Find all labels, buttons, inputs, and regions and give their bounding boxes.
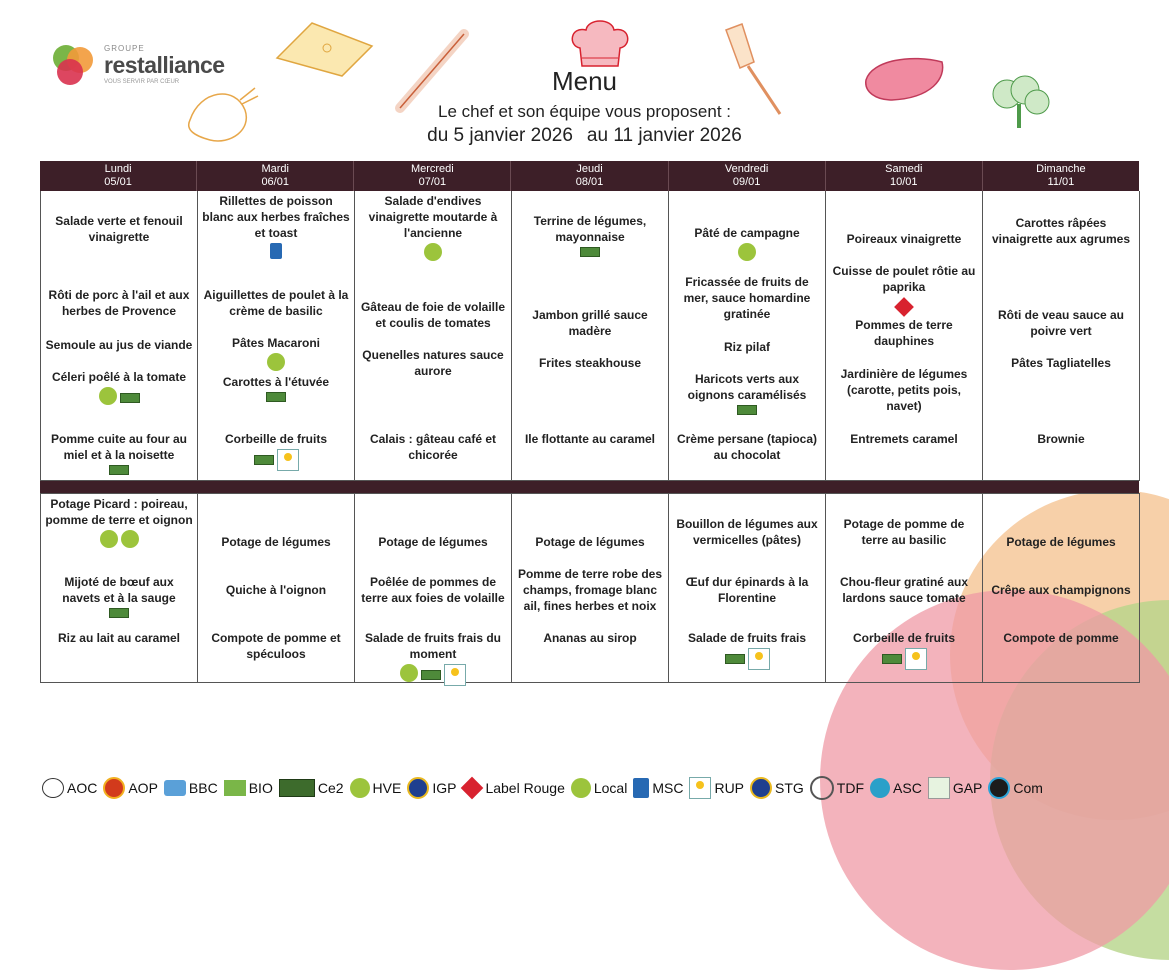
- day-header: Mardi 06/01: [197, 161, 354, 191]
- dish: Compote de pomme: [1003, 631, 1119, 645]
- dish: Pomme cuite au four au miel et à la noisette: [45, 431, 193, 475]
- dish: Aiguillettes de poulet à la crème de basilic: [203, 288, 349, 318]
- local-label-icon: [100, 530, 118, 548]
- dish: Pomme de terre robe des champs, fromage blanc ail, fines herbes et noix: [517, 567, 663, 613]
- day-header-row: [40, 161, 1139, 191]
- section-separator: [40, 481, 1139, 493]
- dish: Riz au lait au caramel: [57, 631, 181, 645]
- lunch-section: [40, 191, 1139, 481]
- dish: Crêpe aux champignons: [991, 583, 1131, 597]
- hve-label-icon: [109, 608, 129, 618]
- day-header: Jeudi 08/01: [511, 161, 668, 191]
- dish: Entremets caramel: [850, 432, 958, 446]
- legend-item: BIO: [224, 780, 273, 796]
- dish: Salade de fruits frais: [673, 630, 821, 670]
- dish: Potage de pomme de terre au basilic: [843, 517, 965, 547]
- rup-icon: [689, 777, 711, 799]
- brand-group: GROUPE: [104, 44, 145, 53]
- dish: Corbeille de fruits: [830, 630, 978, 670]
- legend-item: TDF: [810, 776, 864, 800]
- dish: Bouillon de légumes aux vermicelles (pâtes): [676, 517, 818, 547]
- hve-label-icon: [109, 465, 129, 475]
- fairtrade-icon: [988, 777, 1010, 799]
- dish: Rôti de porc à l'ail et aux herbes de Provence: [48, 288, 190, 318]
- dinner-column-dimanche: [982, 493, 1140, 683]
- dish: Œuf dur épinards à la Florentine: [685, 575, 809, 605]
- aop-icon: [103, 777, 125, 799]
- lunch-column-vendredi: [668, 191, 826, 481]
- legend-item: STG: [750, 777, 804, 799]
- dish: Rôti de veau sauce au poivre vert: [997, 308, 1125, 338]
- dish: Crème persane (tapioca) au chocolat: [676, 432, 818, 462]
- dish: Potage de légumes: [378, 535, 488, 549]
- local-label-icon: [400, 664, 418, 682]
- legend-item: ASC: [870, 778, 922, 798]
- dish: Cuisse de poulet rôtie au paprika: [830, 263, 978, 317]
- legend-item: Label Rouge: [462, 778, 564, 798]
- lunch-column-jeudi: [511, 191, 669, 481]
- dish: Jardinière de légumes (carotte, petits pois, navet): [840, 367, 968, 413]
- dish: Potage de légumes: [1006, 535, 1116, 549]
- dish: Ananas au sirop: [543, 631, 637, 645]
- aoc-icon: [42, 778, 64, 798]
- lunch-column-samedi: [825, 191, 983, 481]
- day-header: Dimanche 11/01: [1036, 163, 1086, 188]
- bbc-icon: [164, 780, 186, 796]
- dinner-section: [40, 493, 1139, 683]
- dish: Corbeille de fruits: [202, 431, 350, 471]
- local-label-icon: [121, 530, 139, 548]
- legend-item: RUP: [689, 777, 744, 799]
- local-label-icon: [424, 243, 442, 261]
- rup-label-icon: [905, 648, 927, 670]
- dish: Jambon grillé sauce madère: [532, 308, 648, 338]
- dish: Fricassée de fruits de mer, sauce homardine gratinée: [683, 275, 811, 321]
- lunch-column-mardi: [197, 191, 355, 481]
- dish: Gâteau de foie de volaille et coulis de tomates: [360, 300, 506, 330]
- lunch-column-lundi: [40, 191, 198, 481]
- legend-item: GAP: [928, 777, 983, 799]
- igp-icon: [407, 777, 429, 799]
- dish: Pâtes Tagliatelles: [1011, 356, 1111, 370]
- dish: Potage de légumes: [535, 535, 645, 549]
- dish: Pommes de terre dauphines: [855, 318, 953, 348]
- dish: Potage de légumes: [221, 535, 331, 549]
- hve-label-icon: [737, 405, 757, 415]
- brand-name: restalliance: [104, 52, 225, 78]
- chef-hat-icon: [568, 18, 632, 70]
- hve-label-icon: [266, 392, 286, 402]
- dinner-column-mardi: [197, 493, 355, 683]
- dinner-column-mercredi: [354, 493, 512, 683]
- brand-tagline: VOUS SERVIR PAR CŒUR: [104, 79, 180, 85]
- label-rouge-icon: [894, 297, 914, 317]
- dish: Calais : gâteau café et chicorée: [369, 432, 497, 462]
- dish: Rillettes de poisson blanc aux herbes fraîches et toast: [202, 193, 350, 259]
- dish: Chou-fleur gratiné aux lardons sauce tomate: [839, 575, 968, 605]
- ce2-icon: [279, 779, 315, 797]
- date-start: du 5 janvier 2026: [427, 125, 573, 146]
- asc-icon: [870, 778, 890, 798]
- dish: Carottes à l'étuvée: [202, 374, 350, 402]
- msc-label-icon: [270, 243, 282, 259]
- local-label-icon: [738, 243, 756, 261]
- dish: Salade d'endives vinaigrette moutarde à l'ancienne: [359, 193, 507, 261]
- dinner-column-vendredi: [668, 493, 826, 683]
- dish: Poêlée de pommes de terre aux foies de volaille: [361, 575, 505, 605]
- dish: Céleri poêlé à la tomate: [45, 369, 193, 405]
- stg-icon: [750, 777, 772, 799]
- hve-icon: [350, 778, 370, 798]
- lunch-column-mercredi: [354, 191, 512, 481]
- date-end: au 11 janvier 2026: [586, 125, 742, 146]
- legend-item: Local: [571, 778, 627, 798]
- dish: Brownie: [1037, 432, 1085, 446]
- page-title: Menu: [551, 66, 618, 96]
- dish: Mijoté de bœuf aux navets et à la sauge: [45, 574, 193, 618]
- day-header: Samedi 10/01: [826, 161, 983, 191]
- legend-item: MSC: [633, 778, 683, 798]
- dish: Poireaux vinaigrette: [846, 232, 962, 246]
- tdf-icon: [810, 776, 834, 800]
- dish: Pâté de campagne: [673, 225, 821, 261]
- label-legend: [42, 773, 1049, 803]
- dish: Compote de pomme et spéculoos: [211, 631, 341, 661]
- day-header: Lundi 05/01: [40, 161, 197, 191]
- dish: Pâtes Macaroni: [202, 335, 350, 371]
- lunch-column-dimanche: [982, 191, 1140, 481]
- dish: Ile flottante au caramel: [524, 432, 656, 446]
- date-range: [0, 125, 1169, 147]
- day-header: Mercredi 07/01: [354, 161, 511, 191]
- dish: Terrine de légumes, mayonnaise: [516, 213, 664, 257]
- legend-item: BBC: [164, 780, 218, 796]
- gap-icon: [928, 777, 950, 799]
- hve-label-icon: [882, 654, 902, 664]
- hve-label-icon: [421, 670, 441, 680]
- legend-item: AOC: [42, 778, 97, 798]
- local-icon: [571, 778, 591, 798]
- dish: Salade verte et fenouil vinaigrette: [55, 214, 183, 244]
- label-rouge-icon: [461, 777, 484, 800]
- dish: Potage Picard : poireau, pomme de terre et oignon: [45, 496, 193, 548]
- rup-label-icon: [444, 664, 466, 686]
- rup-label-icon: [277, 449, 299, 471]
- legend-item: Ce2: [279, 779, 344, 797]
- legend-item: AOP: [103, 777, 158, 799]
- page-subtitle: Le chef et son équipe vous proposent :: [438, 102, 731, 121]
- local-label-icon: [99, 387, 117, 405]
- day-header: Vendredi 09/01: [669, 161, 826, 191]
- dinner-column-samedi: [825, 493, 983, 683]
- dish: Quenelles natures sauce aurore: [362, 348, 504, 378]
- dish: Haricots verts aux oignons caramélisés: [673, 371, 821, 415]
- dish: Riz pilaf: [723, 340, 770, 354]
- rup-label-icon: [748, 648, 770, 670]
- hve-label-icon: [254, 455, 274, 465]
- legend-item: HVE: [350, 778, 402, 798]
- legend-item: IGP: [407, 777, 456, 799]
- dish: Salade de fruits frais du moment: [359, 630, 507, 686]
- dish: Semoule au jus de viande: [45, 338, 193, 352]
- bio-icon: [224, 780, 246, 796]
- msc-icon: [633, 778, 649, 798]
- dish: Quiche à l'oignon: [225, 583, 327, 597]
- hve-label-icon: [580, 247, 600, 257]
- dish: Frites steakhouse: [538, 356, 642, 370]
- dinner-column-jeudi: [511, 493, 669, 683]
- dish: Carottes râpées vinaigrette aux agrumes: [991, 216, 1131, 246]
- legend-item: Com: [988, 777, 1043, 799]
- hve-label-icon: [120, 393, 140, 403]
- hve-label-icon: [725, 654, 745, 664]
- dinner-column-lundi: [40, 493, 198, 683]
- local-label-icon: [267, 353, 285, 371]
